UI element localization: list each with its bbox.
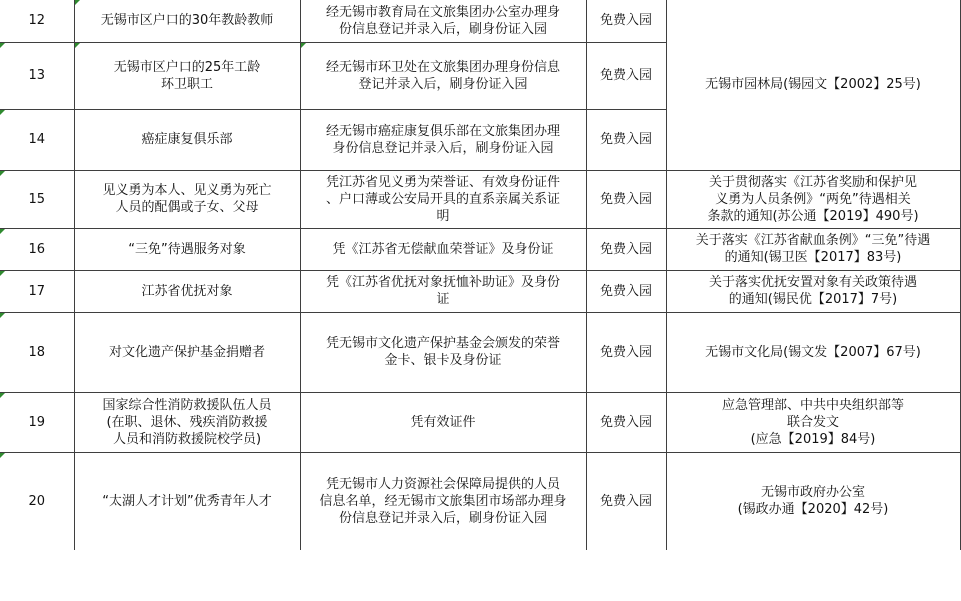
cell-no[interactable]: 16 (0, 228, 74, 270)
cell-discount[interactable]: 免费入园 (586, 170, 666, 228)
cell-method[interactable]: 经无锡市教育局在文旅集团办公室办理身 份信息登记并录入后，刷身份证入园 (300, 0, 586, 42)
cell-basis[interactable]: 无锡市文化局(锡文发【2007】67号) (666, 312, 960, 392)
comment-marker-icon (0, 229, 5, 234)
cell-discount[interactable]: 免费入园 (586, 312, 666, 392)
comment-marker-icon (0, 393, 5, 398)
cell-basis[interactable]: 关于落实优抚安置对象有关政策待遇 的通知(锡民优【2017】7号) (666, 270, 960, 312)
comment-marker-icon (0, 453, 5, 458)
cell-people[interactable]: 江苏省优抚对象 (74, 270, 300, 312)
table-row (0, 0, 960, 42)
cell-people[interactable]: “太湖人才计划”优秀青年人才 (74, 452, 300, 550)
cell-discount[interactable]: 免费入园 (586, 228, 666, 270)
comment-marker-icon (0, 271, 5, 276)
cell-basis[interactable]: 无锡市政府办公室 (锡政办通【2020】42号) (666, 452, 960, 550)
cell-discount[interactable]: 免费入园 (586, 109, 666, 170)
table-row (0, 270, 960, 312)
cell-no[interactable]: 20 (0, 452, 74, 550)
cell-people[interactable]: 国家综合性消防救援队伍人员 (在职、退休、残疾消防救援 人员和消防救援院校学员) (74, 392, 300, 452)
cell-no[interactable]: 14 (0, 109, 74, 170)
cell-basis[interactable]: 关于落实《江苏省献血条例》“三免”待遇 的通知(锡卫医【2017】83号) (666, 228, 960, 270)
cell-method[interactable]: 凭江苏省见义勇为荣誉证、有效身份证件 、户口薄或公安局开具的直系亲属关系证 明 (300, 170, 586, 228)
comment-marker-icon (0, 313, 5, 318)
cell-no[interactable]: 19 (0, 392, 74, 452)
cell-discount[interactable]: 免费入园 (586, 42, 666, 109)
table-row (0, 228, 960, 270)
cell-method[interactable]: 凭《江苏省优抚对象抚恤补助证》及身份 证 (300, 270, 586, 312)
comment-marker-icon (0, 110, 5, 115)
table-row (0, 392, 960, 452)
table-row (0, 312, 960, 392)
comment-marker-icon (75, 43, 80, 48)
cell-no[interactable]: 17 (0, 270, 74, 312)
cell-no[interactable]: 18 (0, 312, 74, 392)
table-row (0, 452, 960, 550)
cell-no[interactable]: 12 (0, 0, 74, 42)
cell-people[interactable]: 无锡市区户口的30年教龄教师 (74, 0, 300, 42)
cell-people[interactable]: 见义勇为本人、见义勇为死亡 人员的配偶或子女、父母 (74, 170, 300, 228)
cell-people[interactable]: 无锡市区户口的25年工龄 环卫职工 (74, 42, 300, 109)
cell-method[interactable]: 经无锡市癌症康复俱乐部在文旅集团办理 身份信息登记并录入后，刷身份证入园 (300, 109, 586, 170)
comment-marker-icon (0, 43, 5, 48)
table-row (0, 170, 960, 228)
cell-basis[interactable]: 应急管理部、中共中央组织部等 联合发文 (应急【2019】84号) (666, 392, 960, 452)
cell-people[interactable]: “三免”待遇服务对象 (74, 228, 300, 270)
cell-discount[interactable]: 免费入园 (586, 0, 666, 42)
cell-no[interactable]: 13 (0, 42, 74, 109)
cell-method[interactable]: 凭《江苏省无偿献血荣誉证》及身份证 (300, 228, 586, 270)
cell-method[interactable]: 凭无锡市文化遗产保护基金会颁发的荣誉 金卡、银卡及身份证 (300, 312, 586, 392)
cell-people[interactable]: 对文化遗产保护基金捐赠者 (74, 312, 300, 392)
comment-marker-icon (301, 43, 306, 48)
cell-discount[interactable]: 免费入园 (586, 452, 666, 550)
cell-no[interactable]: 15 (0, 170, 74, 228)
cell-discount[interactable]: 免费入园 (586, 392, 666, 452)
cell-method[interactable]: 凭有效证件 (300, 392, 586, 452)
cell-basis-merged[interactable]: 无锡市园林局(锡园文【2002】25号) (666, 0, 960, 170)
cell-method[interactable]: 经无锡市环卫处在文旅集团办理身份信息 登记并录入后，刷身份证入园 (300, 42, 586, 109)
cell-discount[interactable]: 免费入园 (586, 270, 666, 312)
cell-people[interactable]: 癌症康复俱乐部 (74, 109, 300, 170)
cell-method[interactable]: 凭无锡市人力资源社会保障局提供的人员 信息名单，经无锡市文旅集团市场部办理身 份信息登记并录入后，刷身份证入园 (300, 452, 586, 550)
comment-marker-icon (0, 171, 5, 176)
cell-basis[interactable]: 关于贯彻落实《江苏省奖励和保护见 义勇为人员条例》“两免”待遇相关 条款的通知(苏公通【2019】490号) (666, 170, 960, 228)
comment-marker-icon (75, 0, 80, 5)
